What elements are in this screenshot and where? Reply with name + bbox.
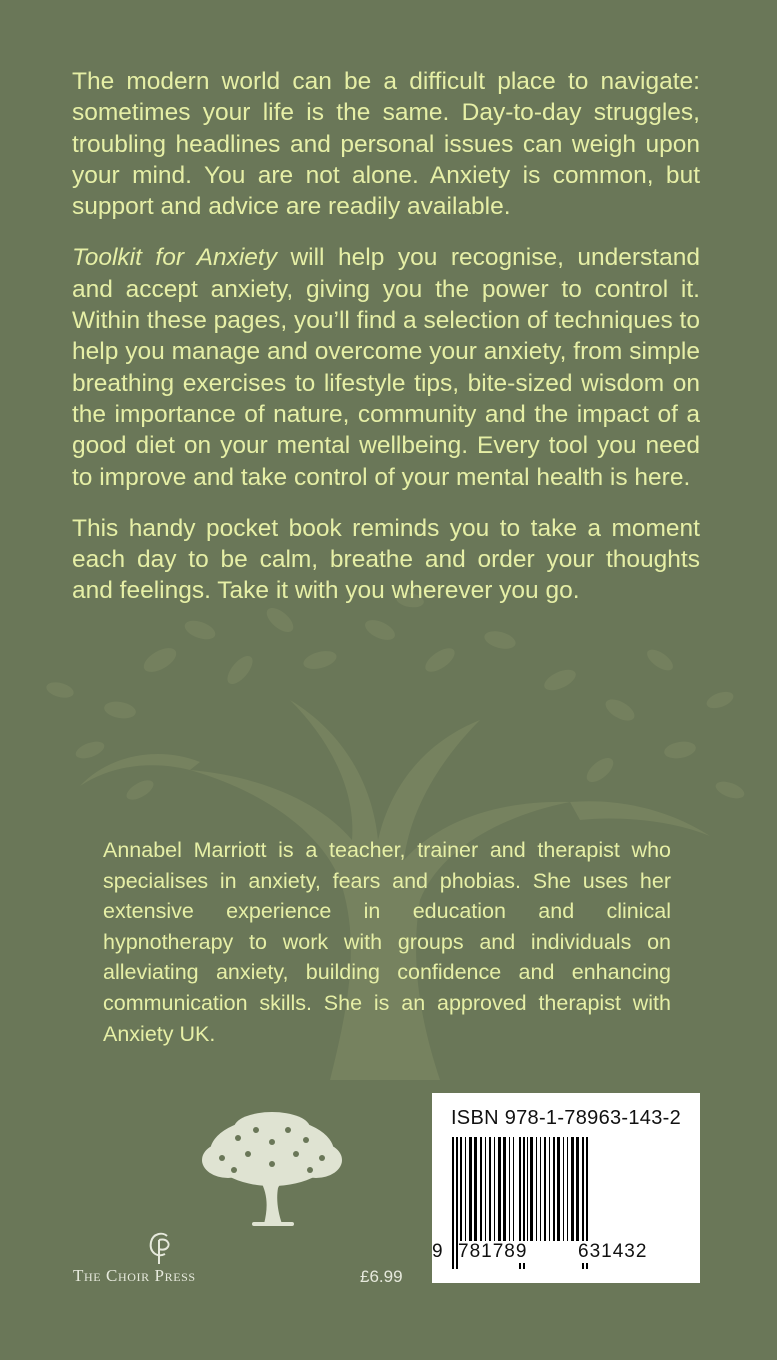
blurb-paragraph-2 <box>72 242 700 492</box>
barcode-bar <box>544 1137 546 1241</box>
barcode-bar <box>489 1137 491 1241</box>
barcode-bar <box>480 1137 482 1241</box>
barcode-bar <box>567 1137 568 1241</box>
blurb-paragraph-2-text: will help you recognise, understand and accept anxiety, giving you the power to control it. Within these pages, you’ll find a selection of techniques to help you manage and overcome your anxiety, from simple breathing exercises to lifestyle tips, bite-sized wisdom on the importance of nature, community and the impact of a good diet on your mental wellbeing. Every tool you need to improve and take control of your mental health is here. <box>72 244 700 491</box>
cp-monogram-icon <box>145 1230 175 1266</box>
book-title: Toolkit for Anxiety <box>72 244 277 272</box>
tree-logo-icon <box>198 1108 346 1228</box>
barcode-bar <box>460 1137 462 1241</box>
barcode-bar <box>503 1137 506 1241</box>
barcode-bar <box>530 1137 533 1241</box>
barcode-bar <box>465 1137 466 1241</box>
isbn-number: ISBN 978-1-78963-143-2 <box>450 1107 682 1129</box>
barcode-bar <box>469 1137 472 1241</box>
publisher-name: The Choir Press <box>73 1266 196 1285</box>
barcode-bar <box>474 1137 477 1241</box>
blurb-paragraph-1: The modern world can be a difficult place to navigate: sometimes your life is the same. Day-to-day struggles, troubling headlines and personal issues can weigh upon your mind. You are not alone. Anxiety is common, but support and advice are readily available. <box>72 68 700 221</box>
barcode-bar <box>553 1137 555 1241</box>
barcode-bar <box>549 1137 550 1241</box>
barcode-bar <box>509 1137 510 1241</box>
barcode-bar <box>536 1137 537 1241</box>
price-label: £6.99 <box>360 1267 403 1286</box>
barcode-bar <box>485 1137 486 1241</box>
barcode-bar <box>563 1137 564 1241</box>
barcode-digits-right: 631432 <box>578 1241 648 1262</box>
blurb-paragraph-3: This handy pocket book reminds you to take a moment each day to be calm, breathe and order your thoughts and feelings. Take it with you wherever you go. <box>72 514 700 605</box>
barcode-bar <box>540 1137 541 1241</box>
author-bio: Annabel Marriott is a teacher, trainer and therapist who specialises in anxiety, fears and phobias. She uses her extensive experience in education and clinical hypnotherapy to work with groups and individuals on alleviating anxiety, building confidence and enhancing communication skills. She is an approved therapist with Anxiety UK. <box>103 838 671 1046</box>
barcode-bar <box>557 1137 560 1241</box>
barcode-digit-first: 9 <box>432 1241 443 1262</box>
barcode-bar <box>576 1137 579 1241</box>
isbn-barcode <box>432 1093 700 1283</box>
barcode-bar <box>571 1137 574 1241</box>
barcode-bar <box>513 1137 514 1241</box>
cover-blurb <box>72 66 700 627</box>
barcode-bar <box>498 1137 501 1241</box>
barcode-bar <box>527 1137 528 1241</box>
barcode-digits-left: 781789 <box>458 1241 528 1262</box>
barcode-bar <box>494 1137 495 1241</box>
barcode-bar <box>452 1137 454 1269</box>
